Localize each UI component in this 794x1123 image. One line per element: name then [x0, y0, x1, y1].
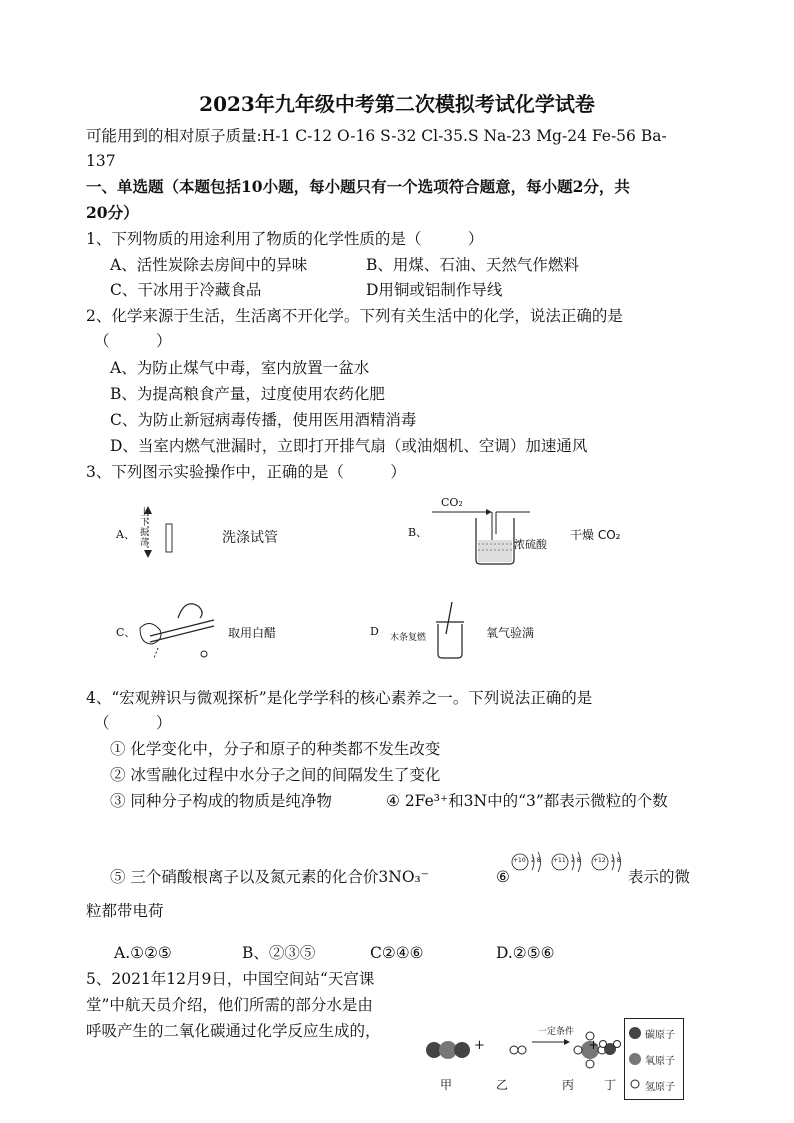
q4-stem: 4、“宏观辨识与微观探析”是化学学科的核心素养之一。下列说法正确的是 [86, 689, 593, 707]
q3-c-label: 取用白醋 [228, 626, 277, 640]
plus-sign-2: + [588, 1038, 599, 1053]
q4-option-b: B、②③⑤ [242, 944, 316, 962]
label-bing: 丙 [562, 1078, 575, 1092]
q3-d-letter: D [370, 625, 379, 638]
section-heading: 一、单选题（本题包括10小题，每小题只有一个选项符合题意，每小题2分，共 [86, 177, 630, 196]
q4-statement-6-cont: 粒都带电荷 [86, 902, 164, 920]
reaction-condition: 一定条件 [538, 1027, 575, 1037]
q1-option-b: B、用煤、石油、天然气作燃料 [366, 256, 579, 274]
q2-option-a: A、为防止煤气中毒，室内放置一盆水 [110, 359, 370, 377]
q4-option-c: C②④⑥ [370, 944, 424, 962]
q3-c-letter: C、 [116, 626, 136, 639]
q4-statement-2: ② 冰雪融化过程中水分子之间的间隔发生了变化 [110, 766, 441, 784]
q1-option-d: D用铜或铝制作导线 [366, 281, 503, 299]
q3-b-figure [430, 504, 540, 566]
q2-paren: （ ） [94, 332, 172, 350]
nucleus-charge-1: +10 [513, 857, 526, 864]
q2-stem: 2、化学来源于生活，生活离不开化学。下列有关生活中的化学，说法正确的是 [86, 307, 623, 325]
shell-electrons-2: 2 8 [571, 857, 581, 864]
q3-a-letter: A、 [116, 528, 135, 541]
atomic-mass-line-cont: 137 [86, 152, 116, 170]
molecule-ding [598, 1036, 622, 1060]
q4-statement-6-suffix: 表示的微 [628, 868, 691, 886]
q3-b-letter: B、 [408, 526, 428, 539]
label-yi: 乙 [496, 1078, 509, 1092]
molecule-jia [426, 1041, 470, 1059]
q4-statement-1: ① 化学变化中，分子和原子的种类都不发生改变 [110, 740, 441, 758]
page-title: 2023年九年级中考第二次模拟考试化学试卷 [199, 92, 595, 116]
nucleus-charge-3: +12 [593, 857, 606, 864]
atomic-mass-line: 可能用到的相对原子质量:H-1 C-12 O-16 S-32 Cl-35.S Na-23 Mg-24 Fe-56 Ba- [86, 127, 667, 145]
label-ding: 丁 [604, 1078, 617, 1092]
q4-statement-6-prefix: ⑥ [496, 868, 510, 886]
q3-b-reagent: 浓硫酸 [514, 538, 547, 551]
molecule-yi [510, 1046, 526, 1054]
nucleus-charge-2: +11 [553, 857, 566, 864]
legend-carbon: 碳原子 [645, 1030, 675, 1041]
label-jia: 甲 [440, 1078, 453, 1092]
q4-statement-5: ⑤ 三个硝酸根离子以及氮元素的化合价3NO₃⁻ [110, 868, 429, 886]
q2-option-d: D、当室内燃气泄漏时，立即打开排气扇（或油烟机、空调）加速通风 [110, 437, 588, 455]
q1-option-a: A、活性炭除去房间中的异味 [110, 256, 308, 274]
q1-stem: 1、下列物质的用途利用了物质的化学性质的是（ ） [86, 230, 484, 248]
q3-b-label: 干燥 CO₂ [570, 528, 621, 542]
q3-stem: 3、下列图示实验操作中，正确的是（ ） [86, 463, 406, 481]
q3-d-figure [428, 600, 472, 662]
q2-option-c: C、为防止新冠病毒传播，使用医用酒精消毒 [110, 411, 417, 429]
q3-d-splint: 木条复燃 [390, 633, 427, 643]
q4-statement-3: ③ 同种分子构成的物质是纯净物 [110, 792, 332, 810]
q5-line-1: 5、2021年12月9日，中国空间站“天宫课 [86, 970, 375, 988]
q2-option-b: B、为提高粮食产量，过度使用农药化肥 [110, 385, 385, 403]
section-heading-cont: 20分） [86, 203, 139, 222]
q3-a-arrow-text: 上下振荡 [140, 508, 150, 548]
shell-electrons-1: 2 8 [531, 857, 541, 864]
legend-oxygen: 氧原子 [645, 1056, 675, 1067]
q5-line-3: 呼吸产生的二氧化碳通过化学反应生成的， [86, 1022, 381, 1040]
q4-statement-4: ④ 2Fe³⁺和3N中的“3”都表示微粒的个数 [386, 792, 668, 810]
q3-b-gas: CO₂ [441, 496, 463, 509]
q4-option-d: D.②⑤⑥ [496, 944, 555, 962]
q4-option-a: A.①②⑤ [114, 944, 172, 962]
q3-c-figure [130, 588, 220, 660]
legend-symbols [628, 1024, 642, 1094]
q1-option-c: C、干冰用于冷藏食品 [110, 281, 262, 299]
plus-sign-1: + [474, 1038, 485, 1053]
q5-line-2: 堂”中航天员介绍，他们所需的部分水是由 [86, 996, 373, 1014]
q3-d-label: 氧气验满 [486, 626, 535, 640]
legend-hydrogen: 氢原子 [645, 1082, 675, 1093]
q3-a-label: 洗涤试管 [222, 530, 278, 546]
shell-electrons-3: 2 8 [611, 857, 621, 864]
q4-paren: （ ） [94, 714, 172, 732]
